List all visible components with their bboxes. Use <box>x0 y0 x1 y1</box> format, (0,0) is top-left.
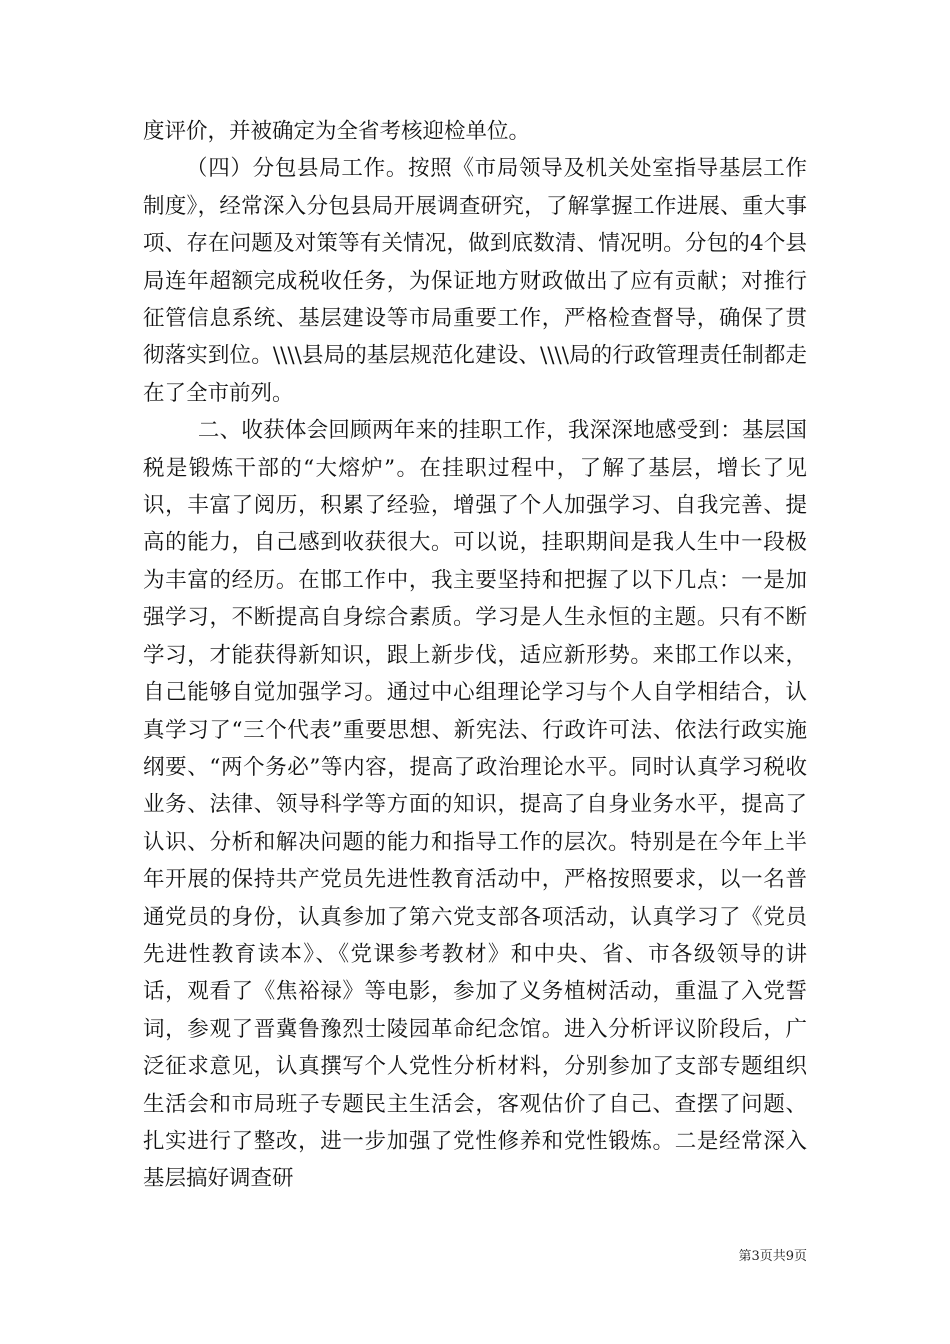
paragraph-section-four: （四）分包县局工作。按照《市局领导及机关处室指导基层工作制度》，经常深入分包县局开展调查研究，了解掌握工作进展、重大事项、存在问题及对策等有关情况，做到底数清、情况明。分包的4个县局连年超额完成税收任务，为保证地方财政做出了应有贡献；对推行征管信息系统、基层建设等市局重要工作，严格检查督导，确保了贯彻落实到位。\\\\县局的基层规范化建设、\\\\局的行政管理责任制都走在了全市前列。 <box>143 156 807 406</box>
document-body <box>143 113 807 1198</box>
page-number: 第3页共9页 <box>738 1249 807 1264</box>
paragraph-section-two: 二、收获体会回顾两年来的挂职工作，我深深地感受到：基层国税是锻炼干部的“大熔炉”。在挂职过程中，了解了基层，增长了见识，丰富了阅历，积累了经验，增强了个人加强学习、自我完善、提高的能力，自己感到收获很大。可以说，挂职期间是我人生中一段极为丰富的经历。在邯工作中，我主要坚持和把握了以下几点：一是加强学习，不断提高自身综合素质。学习是人生永恒的主题。只有不断学习，才能获得新知识，跟上新步伐，适应新形势。来邯工作以来，自己能够自觉加强学习。通过中心组理论学习与个人自学相结合，认真学习了“三个代表”重要思想、新宪法、行政许可法、依法行政实施纲要、“两个务必”等内容，提高了政治理论水平。同时认真学习税收业务、法律、领导科学等方面的知识，提高了自身业务水平，提高了认识、分析和解决问题的能力和指导工作的层次。特别是在今年上半年开展的保持共产党员先进性教育活动中，严格按照要求，以一名普通党员的身份，认真参加了第六党支部各项活动，认真学习了《党员先进性教育读本》、《党课参考教材》和中央、省、市各级领导的讲话，观看了《焦裕禄》等电影，参加了义务植树活动，重温了入党誓词，参观了晋冀鲁豫烈士陵园革命纪念馆。进入分析评议阶段后，广泛征求意见，认真撰写个人党性分析材料，分别参加了支部专题组织生活会和市局班子专题民主生活会，客观估价了自己、查摆了问题、扎实进行了整改，进一步加强了党性修养和党性锻炼。二是经常深入基层搞好调查研 <box>143 418 807 1192</box>
paragraph-continuation: 度评价，并被确定为全省考核迎检单位。 <box>143 119 531 144</box>
